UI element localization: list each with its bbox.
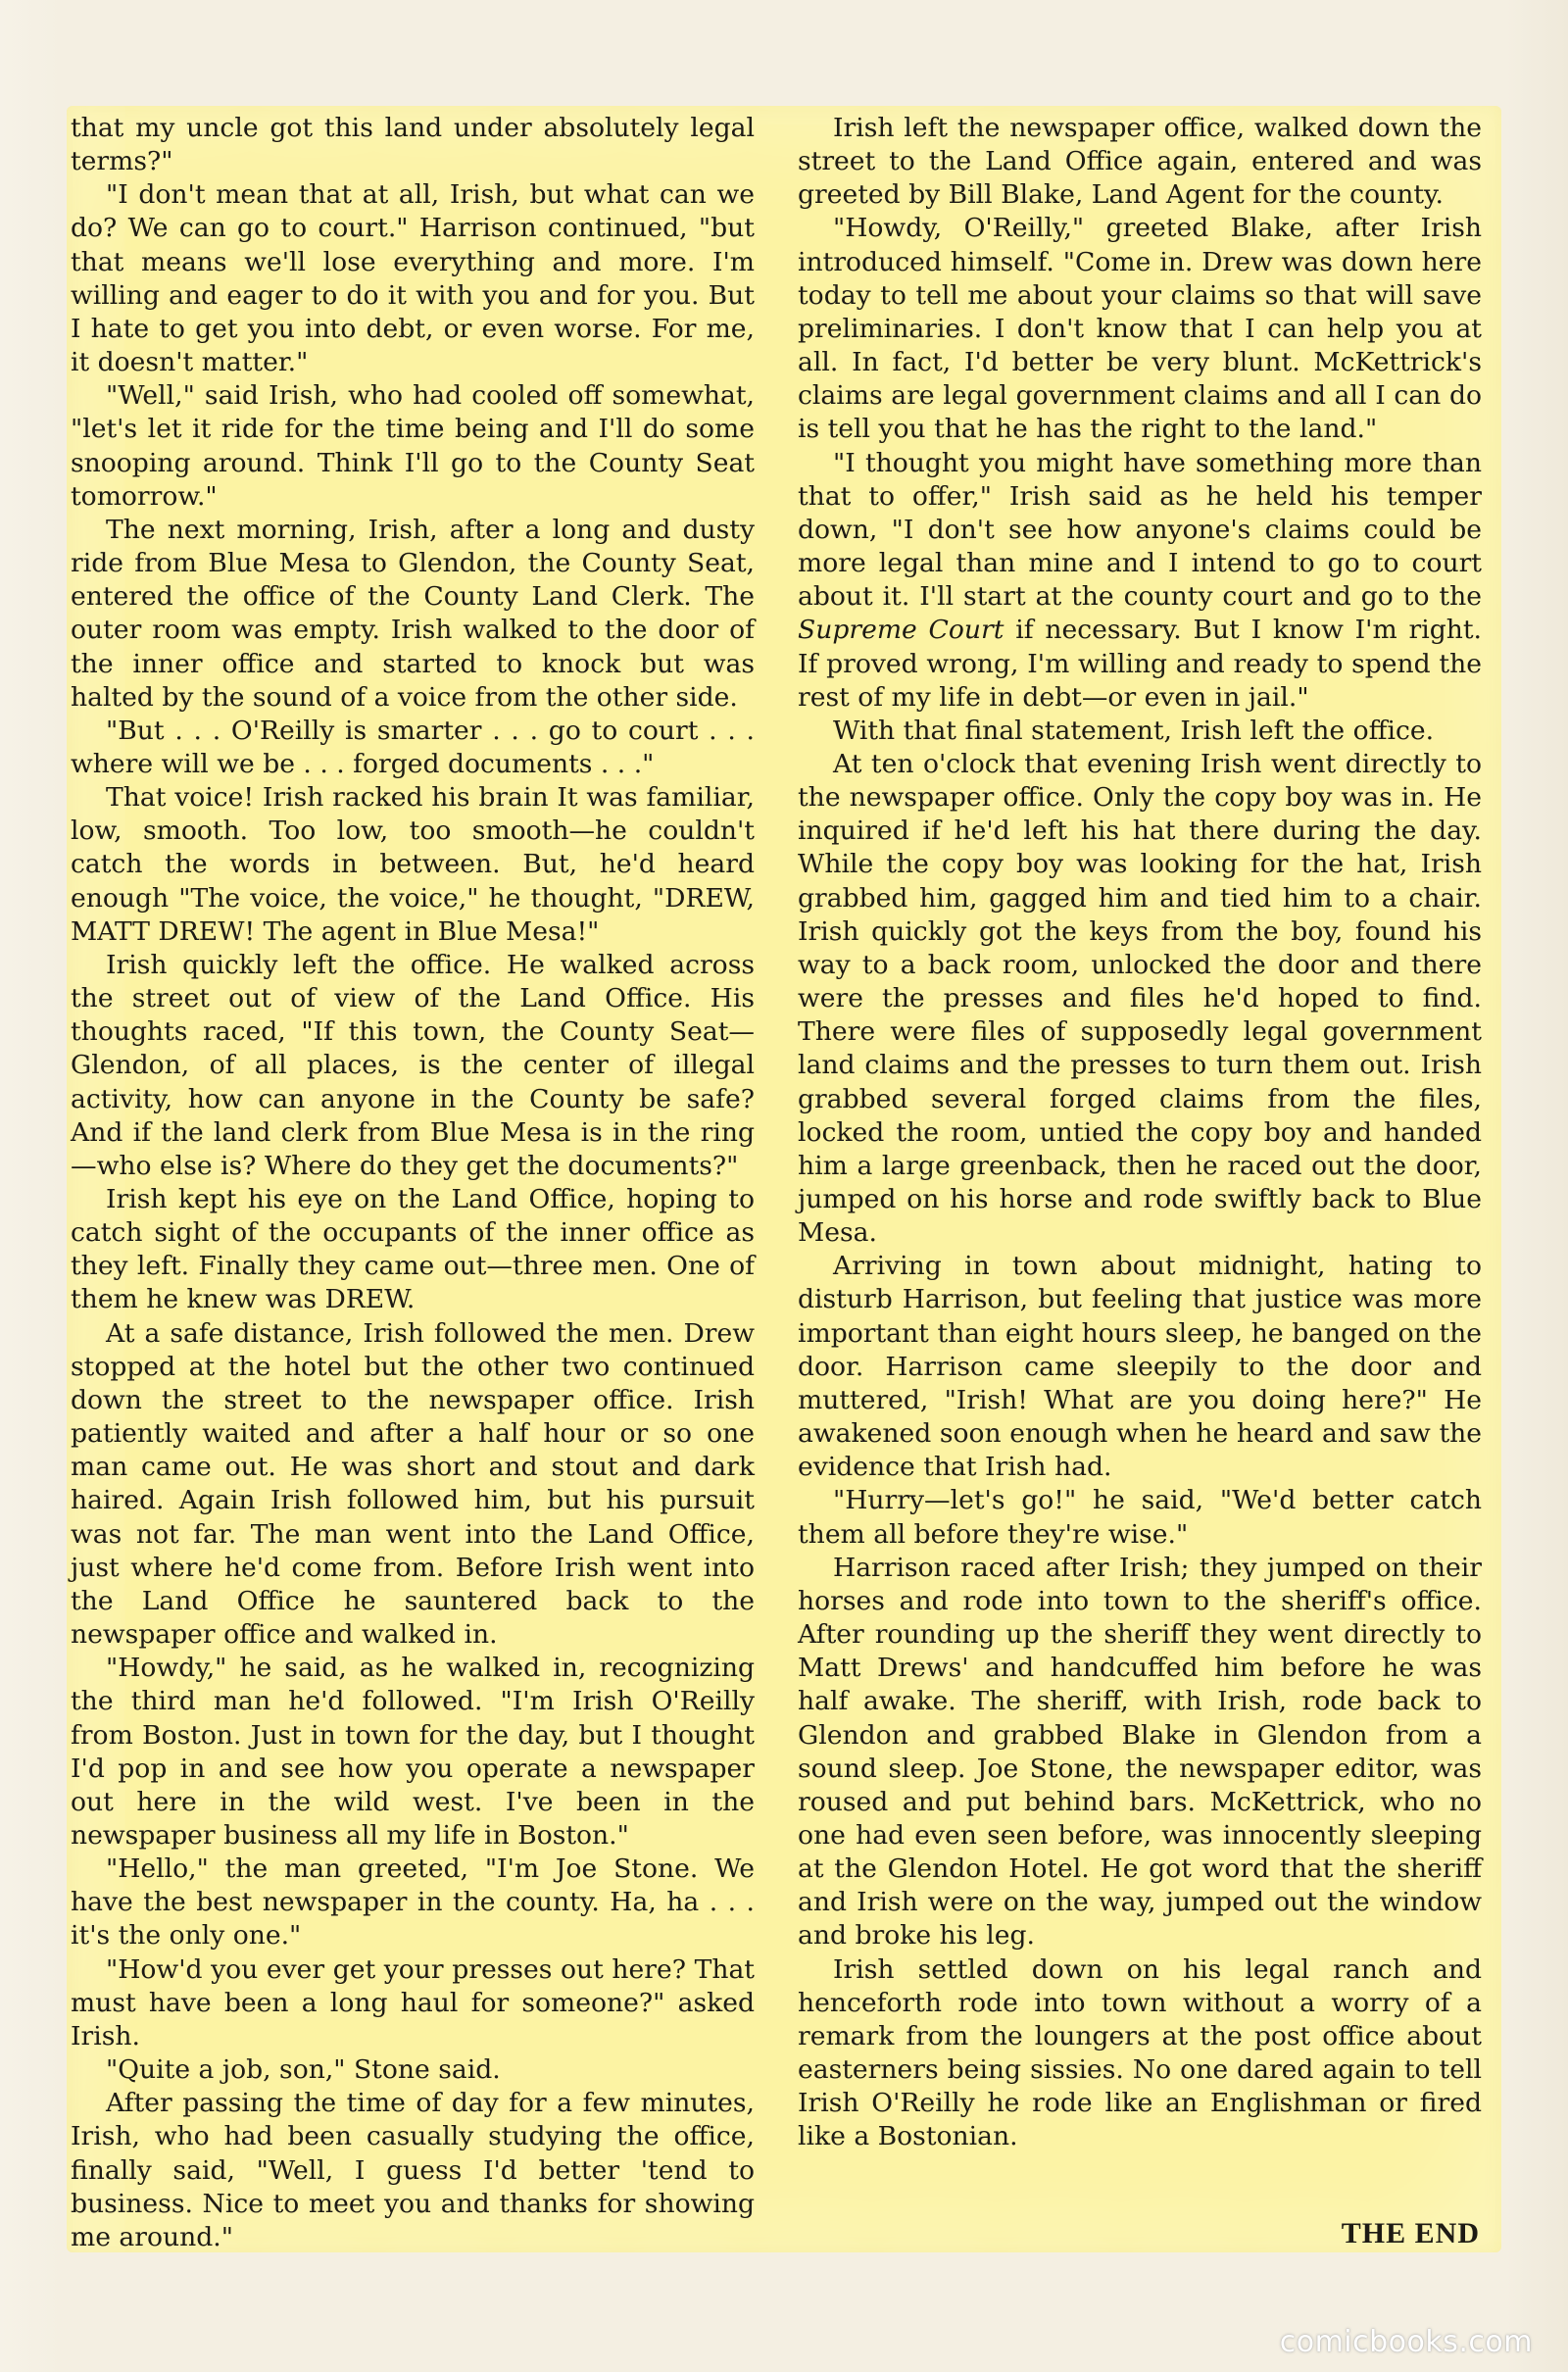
paragraph: "But . . . O'Reilly is smarter . . . go to court . . . where will we be . . . forged documents . . ." [71, 715, 755, 779]
paragraph: Irish left the newspaper office, walked down the street to the Land Office again, entered and was greeted by Bill Blake, Land Agent for the county. [798, 113, 1482, 211]
paragraph: With that final statement, Irish left the office. [833, 715, 1435, 746]
paragraph-text: if necessary. But I know I'm right. If proved wrong, I'm willing and ready to spend the rest of my life in debt—or even in jail." [798, 615, 1482, 713]
right-column [798, 112, 1482, 2248]
paragraph: At ten o'clock that evening Irish went directly to the newspaper office. Only the copy boy was in. He inquired if he'd left his hat there during the day. While the copy boy was looking for the hat, Irish grabbed him, gagged him and tied him to a chair. Irish quickly got the keys from the boy, found his way to a back room, unlocked the door and there were the presses and files he'd hoped to find. There were files of supposedly legal government land claims and the presses to turn them out. Irish grabbed several forged claims from the files, locked the room, untied the copy boy and handed him a large greenback, then he raced out the door, jumped on his horse and rode swiftly back to Blue Mesa. [798, 748, 1482, 1249]
paragraph: After passing the time of day for a few minutes, Irish, who had been casually studying the office, finally said, "Well, I guess I'd better 'tend to business. Nice to meet you and thanks for showing me around." [71, 2088, 755, 2252]
italic-text: Supreme Court [798, 615, 1004, 646]
paragraph [798, 447, 1482, 715]
paragraph: that my uncle got this land under absolutely legal terms?" [71, 113, 755, 177]
story-text [71, 112, 1482, 2252]
paragraph: "Well," said Irish, who had cooled off somewhat, "let's let it ride for the time being and I'll do some snooping around. Think I'll go to the County Seat tomorrow." [71, 380, 755, 512]
paragraph: That voice! Irish racked his brain It was familiar, low, smooth. Too low, too smooth—he couldn't catch the words in between. But, he'd heard enough "The voice, the voice," he thought, "DREW, MATT DREW! The agent in Blue Mesa!" [71, 782, 755, 947]
paragraph: "Quite a job, son," Stone said. [106, 2054, 501, 2086]
paragraph: "I don't mean that at all, Irish, but what can we do? We can go to court." Harrison continued, "but that means we'll lose everything and more. I'm willing and eager to do it with you and for you. But I hate to get you into debt, or even worse. For me, it doesn't matter." [71, 179, 755, 378]
the-end-mark: THE END [1341, 2217, 1480, 2249]
paragraph: "Hello," the man greeted, "I'm Joe Stone. We have the best newspaper in the county. Ha, ha . . . it's the only one." [71, 1853, 755, 1952]
paragraph-text: "I thought you might have something more than that to offer," Irish said as he held his temper down, "I don't see how anyone's claims could be more legal than mine and I intend to go to court about it. I'll start at the county court and go to the [798, 447, 1482, 613]
paragraph: Irish quickly left the office. He walked across the street out of view of the Land Office. His thoughts raced, "If this town, the County Seat—Glendon, of all places, is the center of illegal activity, how can anyone in the County be safe? And if the land clerk from Blue Mesa is in the ring—who else is? Where do they get the documents?" [71, 949, 755, 1181]
paragraph: "Howdy, O'Reilly," greeted Blake, after Irish introduced himself. "Come in. Drew was down here today to tell me about your claims so that will save preliminaries. I don't know that I can help you at all. In fact, I'd better be very blunt. McKettrick's claims are legal government claims and all I can do is tell you that he has the right to the land." [798, 213, 1482, 445]
paragraph: At a safe distance, Irish followed the men. Drew stopped at the hotel but the other two continued down the street to the newspaper office. Irish patiently waited and after a half hour or so one man came out. He was short and stout and dark haired. Again Irish followed him, but his pursuit was not far. The man went into the Land Office, just where he'd come from. Before Irish went into the Land Office he sauntered back to the newspaper office and walked in. [71, 1317, 755, 1651]
left-column [71, 112, 755, 2252]
paragraph: "Hurry—let's go!" he said, "We'd better catch them all before they're wise." [798, 1485, 1482, 1550]
paragraph: Irish settled down on his legal ranch and henceforth rode into town without a worry of a remark from the loungers at the post office about easterners being sissies. No one dared again to tell Irish O'Reilly he rode like an Englishman or fired like a Bostonian. [798, 1953, 1482, 2152]
paragraph: "Howdy," he said, as he walked in, recognizing the third man he'd followed. "I'm Irish O'Reilly from Boston. Just in town for the day, but I thought I'd pop in and see how you operate a newspaper out here in the wild west. I've been in the newspaper business all my life in Boston." [71, 1653, 755, 1851]
paragraph: "How'd you ever get your presses out here? That must have been a long haul for someone?" asked Irish. [71, 1953, 755, 2051]
paragraph: Harrison raced after Irish; they jumped on their horses and rode into town to the sheriff's office. After rounding up the sheriff they went directly to Matt Drews' and handcuffed him before he was half awake. The sheriff, with Irish, rode back to Glendon and grabbed Blake in Glendon from a sound sleep. Joe Stone, the newspaper editor, was roused and put behind bars. McKettrick, who no one had even seen before, was innocently sleeping at the Glendon Hotel. He got word that the sheriff and Irish were on the way, jumped out the window and broke his leg. [798, 1552, 1482, 1952]
paragraph: Irish kept his eye on the Land Office, hoping to catch sight of the occupants of the inner office as they left. Finally they came out—three men. One of them he knew was DREW. [71, 1184, 755, 1315]
paragraph: Arriving in town about midnight, hating to disturb Harrison, but feeling that justice was more important than eight hours sleep, he banged on the door. Harrison came sleepily to the door and muttered, "Irish! What are you doing here?" He awakened soon enough when he heard and saw the evidence that Irish had. [798, 1251, 1482, 1483]
paragraph: The next morning, Irish, after a long and dusty ride from Blue Mesa to Glendon, the County Seat, entered the office of the County Land Clerk. The outer room was empty. Irish walked to the door of the inner office and started to knock but was halted by the sound of a voice from the other side. [71, 514, 755, 713]
site-watermark: comicbooks.com [1279, 2325, 1533, 2359]
